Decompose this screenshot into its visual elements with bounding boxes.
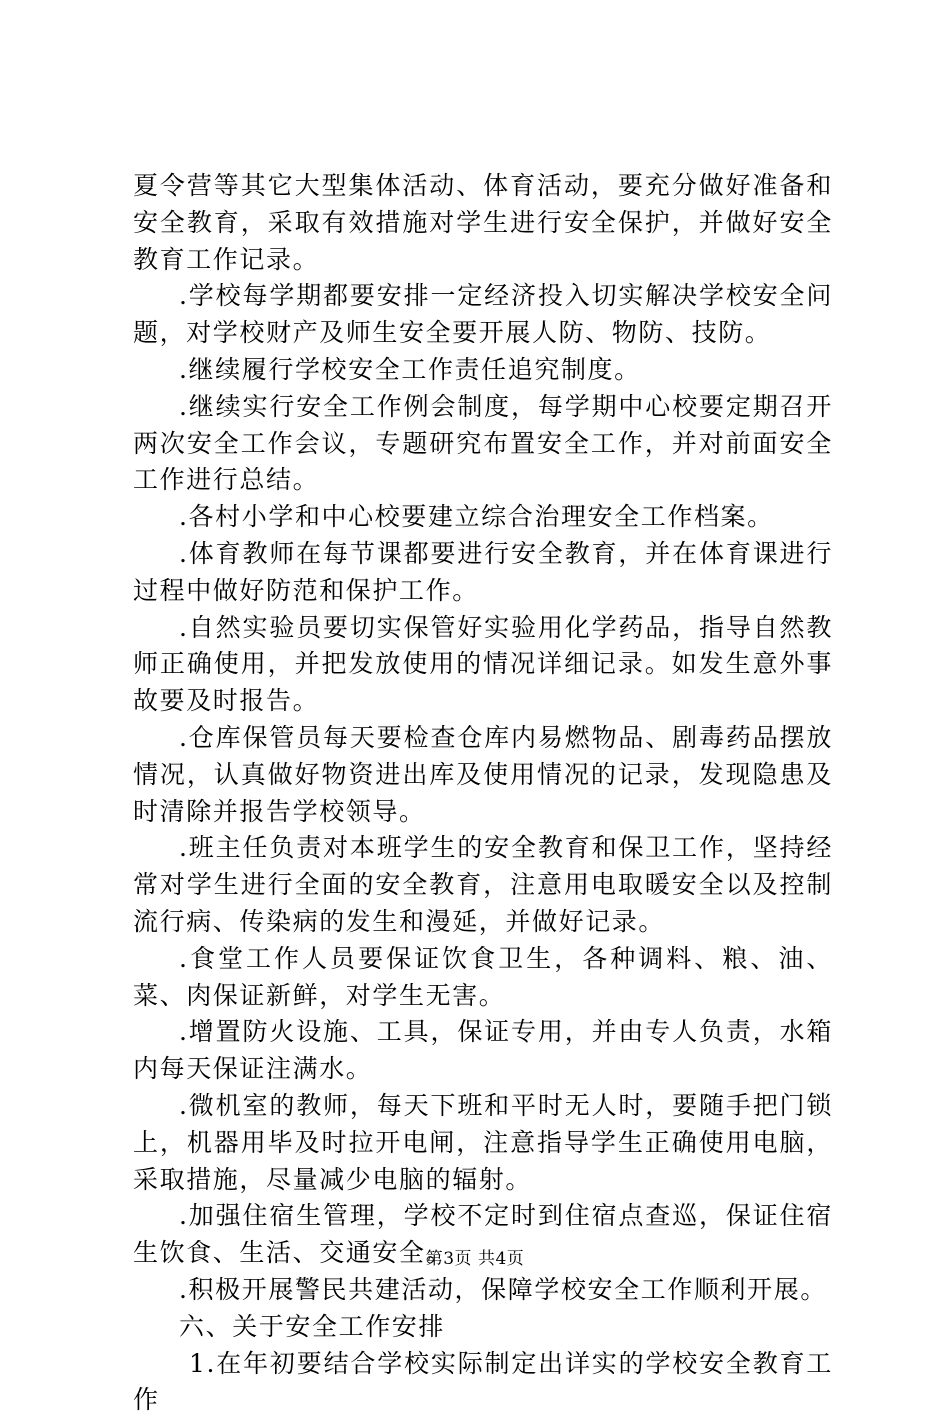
paragraph-13: .加强住宿生管理，学校不定时到住宿点查巡，保证住宿生饮食、生活、交通安全。	[133, 1198, 833, 1272]
document-body	[133, 168, 833, 1419]
paragraph-9: .班主任负责对本班学生的安全教育和保卫工作，坚持经常对学生进行全面的安全教育，注意用电取暖安全以及控制流行病、传染病的发生和漫延，并做好记录。	[133, 830, 833, 940]
paragraph-2: .学校每学期都要安排一定经济投入切实解决学校安全问题，对学校财产及师生安全要开展人防、物防、技防。	[133, 278, 833, 352]
paragraph-4: .继续实行安全工作例会制度，每学期中心校要定期召开两次安全工作会议，专题研究布置安全工作，并对前面安全工作进行总结。	[133, 389, 833, 499]
paragraph-12: .微机室的教师，每天下班和平时无人时，要随手把门锁上，机器用毕及时拉开电闸，注意指导学生正确使用电脑，采取措施，尽量减少电脑的辐射。	[133, 1088, 833, 1198]
paragraph-14: .积极开展警民共建活动，保障学校安全工作顺利开展。	[133, 1272, 833, 1309]
paragraph-8: .仓库保管员每天要检查仓库内易燃物品、剧毒药品摆放情况，认真做好物资进出库及使用情况的记录，发现隐患及时清除并报告学校领导。	[133, 720, 833, 830]
section-heading: 六、关于安全工作安排	[133, 1309, 833, 1346]
paragraph-6: .体育教师在每节课都要进行安全教育，并在体育课进行过程中做好防范和保护工作。	[133, 536, 833, 610]
paragraph-11: .增置防火设施、工具，保证专用，并由专人负责，水箱内每天保证注满水。	[133, 1014, 833, 1088]
paragraph-5: .各村小学和中心校要建立综合治理安全工作档案。	[133, 499, 833, 536]
paragraph-1: 夏令营等其它大型集体活动、体育活动，要充分做好准备和安全教育，采取有效措施对学生进行安全保护，并做好安全教育工作记录。	[133, 168, 833, 278]
paragraph-10: .食堂工作人员要保证饮食卫生，各种调料、粮、油、菜、肉保证新鲜，对学生无害。	[133, 941, 833, 1015]
page-footer: 第3页 共4页	[0, 1244, 950, 1269]
paragraph-7: .自然实验员要切实保管好实验用化学药品，指导自然教师正确使用，并把发放使用的情况详细记录。如发生意外事故要及时报告。	[133, 610, 833, 720]
numbered-item-1: 1.在年初要结合学校实际制定出详实的学校安全教育工作	[133, 1346, 833, 1419]
paragraph-3: .继续履行学校安全工作责任追究制度。	[133, 352, 833, 389]
